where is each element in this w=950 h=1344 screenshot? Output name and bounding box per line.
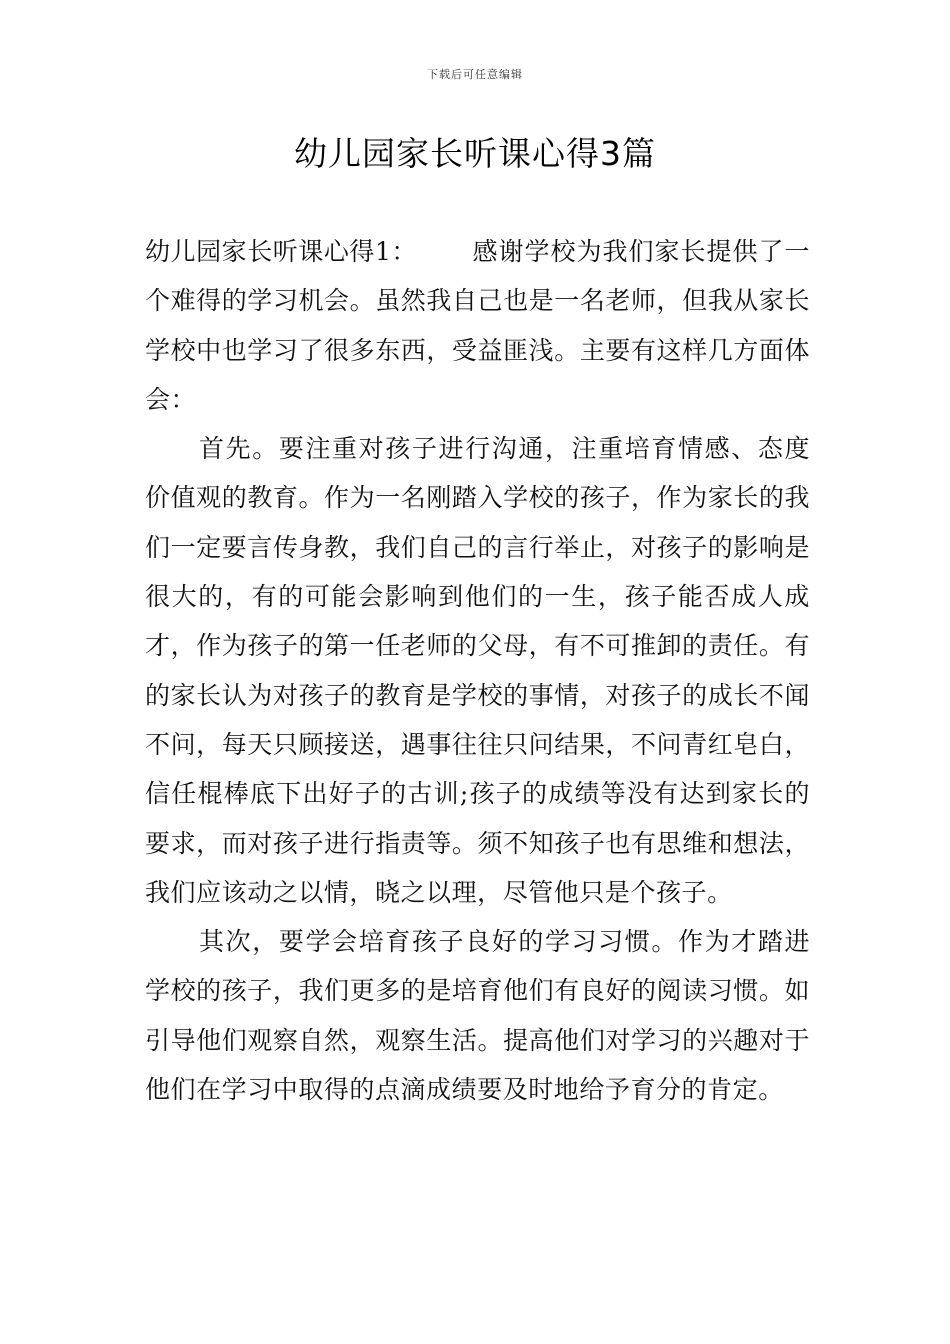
intro-text: 感谢学校为我们家长提供了一个难得的学习机会。虽然我自己也是一名老师，但我从家长学校中也学习了很多东西，受益匪浅。主要有这样几方面体会： [145,237,810,414]
intro-paragraph [145,227,810,424]
section-label: 幼儿园家长听课心得1： [145,237,417,266]
paragraph-second-point: 其次，要学会培育孩子良好的学习习惯。作为才踏进学校的孩子，我们更多的是培育他们有良好的阅读习惯。如引导他们观察自然，观察生活。提高他们对学习的兴趣对于他们在学习中取得的点滴成绩要及时地给予育分的肯定。 [145,927,810,1105]
paragraph-first-point: 首先。要注重对孩子进行沟通，注重培育情感、态度价值观的教育。作为一名刚踏入学校的孩子，作为家长的我们一定要言传身教，我们自己的言行举止，对孩子的影响是很大的，有的可能会影响到他们的一生，孩子能否成人成才，作为孩子的第一任老师的父母，有不可推卸的责任。有的家长认为对孩子的教育是学校的事情，对孩子的成长不闻不问，每天只顾接送，遇事往往只问结果，不问青红皂白，信任棍棒底下出好子的古训;孩子的成绩等没有达到家长的要求，而对孩子进行指责等。须不知孩子也有思维和想法，我们应该动之以情，晓之以理，尽管他只是个孩子。 [145,434,810,907]
header-note: 下载后可任意编辑 [427,68,523,81]
document-body [145,227,810,1114]
document-title: 幼儿园家长听课心得3篇 [294,134,656,173]
